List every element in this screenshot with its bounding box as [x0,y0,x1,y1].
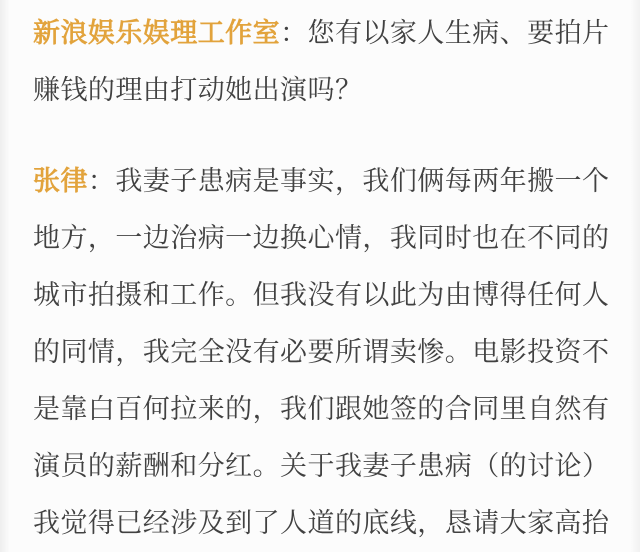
speaker-colon: ： [87,166,116,196]
answer-paragraph [33,153,611,552]
question-paragraph [33,5,611,119]
speaker-colon: ： [280,18,308,48]
speaker-name-zhanglv: 张律 [33,166,88,196]
question-text: 您有以家人生病、要拍片赚钱的理由打动她出演吗？ [33,18,610,105]
answer-text: 我妻子患病是事实，我们俩每两年搬一个地方，一边治病一边换心情，我同时也在不同的城市拍摄和工作。但我没有以此为由博得任何人的同情，我完全没有必要所谓卖惨。电影投资不是靠白百何拉来的，我们跟她签的合同里自然有演员的薪酬和分红。关于我妻子患病（的讨论）我觉得已经涉及到了人道的底线，恳请大家高抬 [33,166,610,538]
speaker-name-interviewer: 新浪娱乐娱理工作室 [33,18,281,48]
